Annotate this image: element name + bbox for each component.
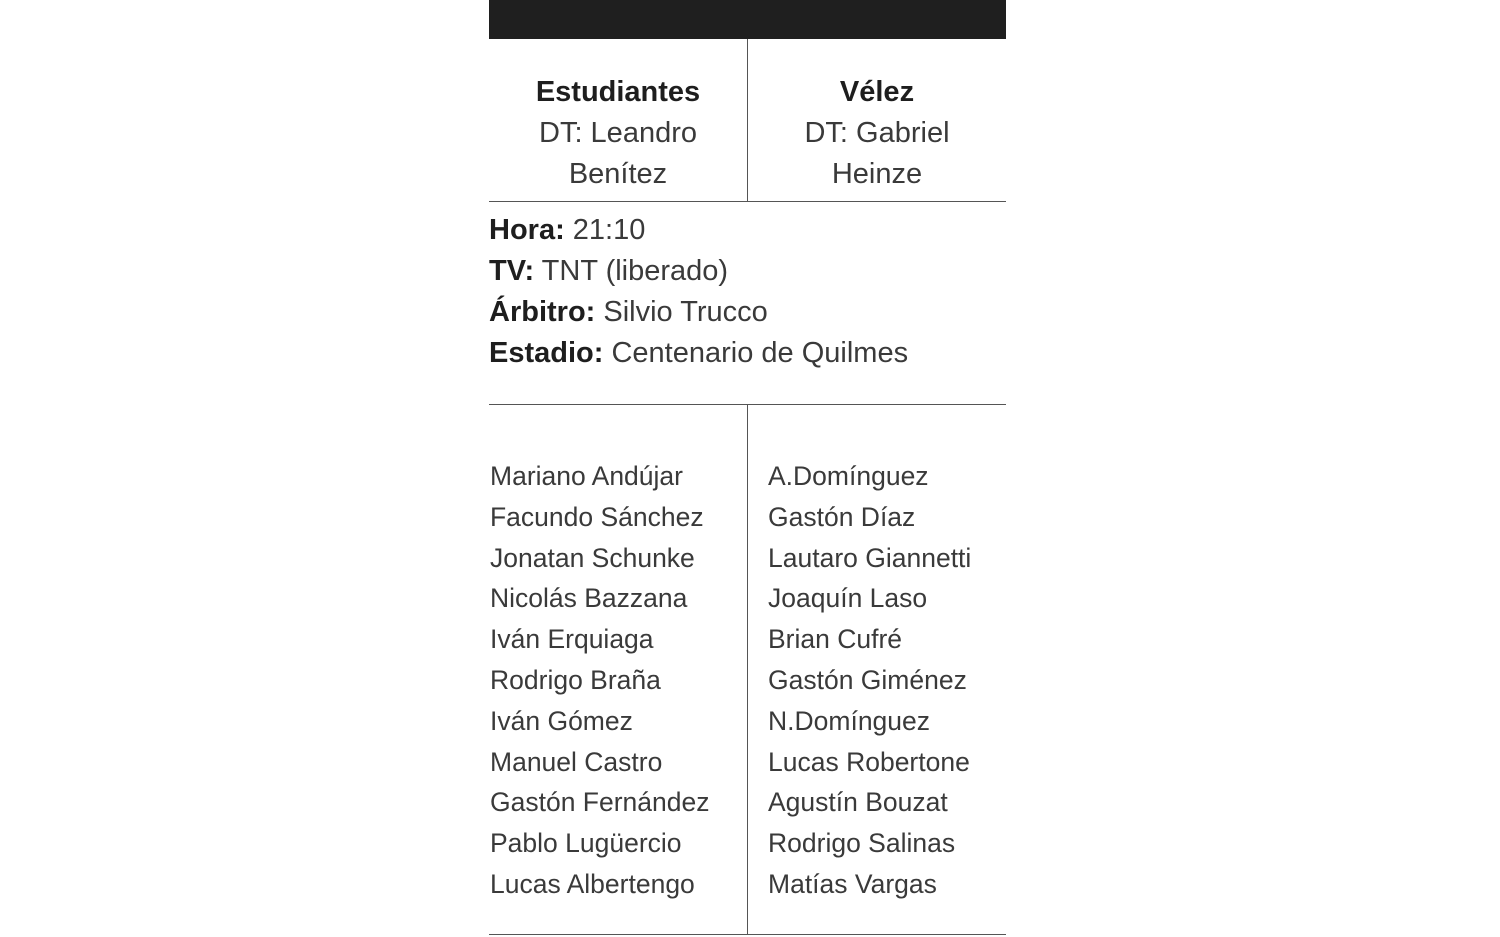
player-name: Joaquín Laso <box>768 583 928 614</box>
info-row-hora <box>489 210 1006 251</box>
info-row-tv <box>489 251 1006 292</box>
away-roster <box>768 456 971 905</box>
player-name: A.Domínguez <box>768 461 929 491</box>
divider-line <box>489 934 1006 935</box>
player-name: Iván Gómez <box>490 705 633 736</box>
away-team-name: Vélez <box>839 76 915 108</box>
info-value: Centenario de Quilmes <box>611 337 909 369</box>
home-roster <box>490 456 710 905</box>
player-name: Gastón Díaz <box>768 501 916 532</box>
away-team-coach: DT: Gabriel Heinze <box>804 117 950 190</box>
away-team <box>748 72 1006 195</box>
player-name: Manuel Castro <box>490 746 663 777</box>
player-name: Mariano Andújar <box>490 461 683 491</box>
info-label: Árbitro: <box>489 296 596 328</box>
info-row-arbitro <box>489 292 1006 333</box>
match-info <box>489 210 1006 374</box>
header-bar <box>489 0 1006 39</box>
home-team <box>489 72 747 195</box>
player-name: Rodrigo Salinas <box>768 828 956 859</box>
roster-divider <box>747 405 748 935</box>
info-value: 21:10 <box>572 214 646 246</box>
divider-line <box>489 201 1006 202</box>
player-name: Lucas Robertone <box>768 746 970 777</box>
home-team-coach: DT: Leandro Benítez <box>539 117 697 190</box>
player-name: Agustín Bouzat <box>768 787 948 818</box>
home-team-name: Estudiantes <box>535 76 701 108</box>
info-label: Hora: <box>489 214 565 246</box>
match-card <box>489 0 1006 937</box>
player-name: Facundo Sánchez <box>490 501 704 532</box>
player-name: N.Domínguez <box>768 705 931 736</box>
player-name: Jonatan Schunke <box>490 542 695 573</box>
player-name: Rodrigo Braña <box>490 664 661 695</box>
player-name: Gastón Giménez <box>768 664 967 695</box>
player-name: Iván Erquiaga <box>490 624 654 655</box>
info-label: TV: <box>489 255 535 287</box>
player-name: Lucas Albertengo <box>490 868 695 899</box>
info-row-estadio <box>489 333 1006 374</box>
info-label: Estadio: <box>489 337 604 369</box>
info-value: TNT (liberado) <box>541 255 729 287</box>
player-name: Brian Cufré <box>768 624 903 655</box>
info-value: Silvio Trucco <box>603 296 768 328</box>
player-name: Gastón Fernández <box>490 787 710 818</box>
player-name: Matías Vargas <box>768 868 937 899</box>
player-name: Pablo Lugüercio <box>490 828 682 859</box>
player-name: Nicolás Bazzana <box>490 583 688 614</box>
player-name: Lautaro Giannetti <box>768 542 972 573</box>
